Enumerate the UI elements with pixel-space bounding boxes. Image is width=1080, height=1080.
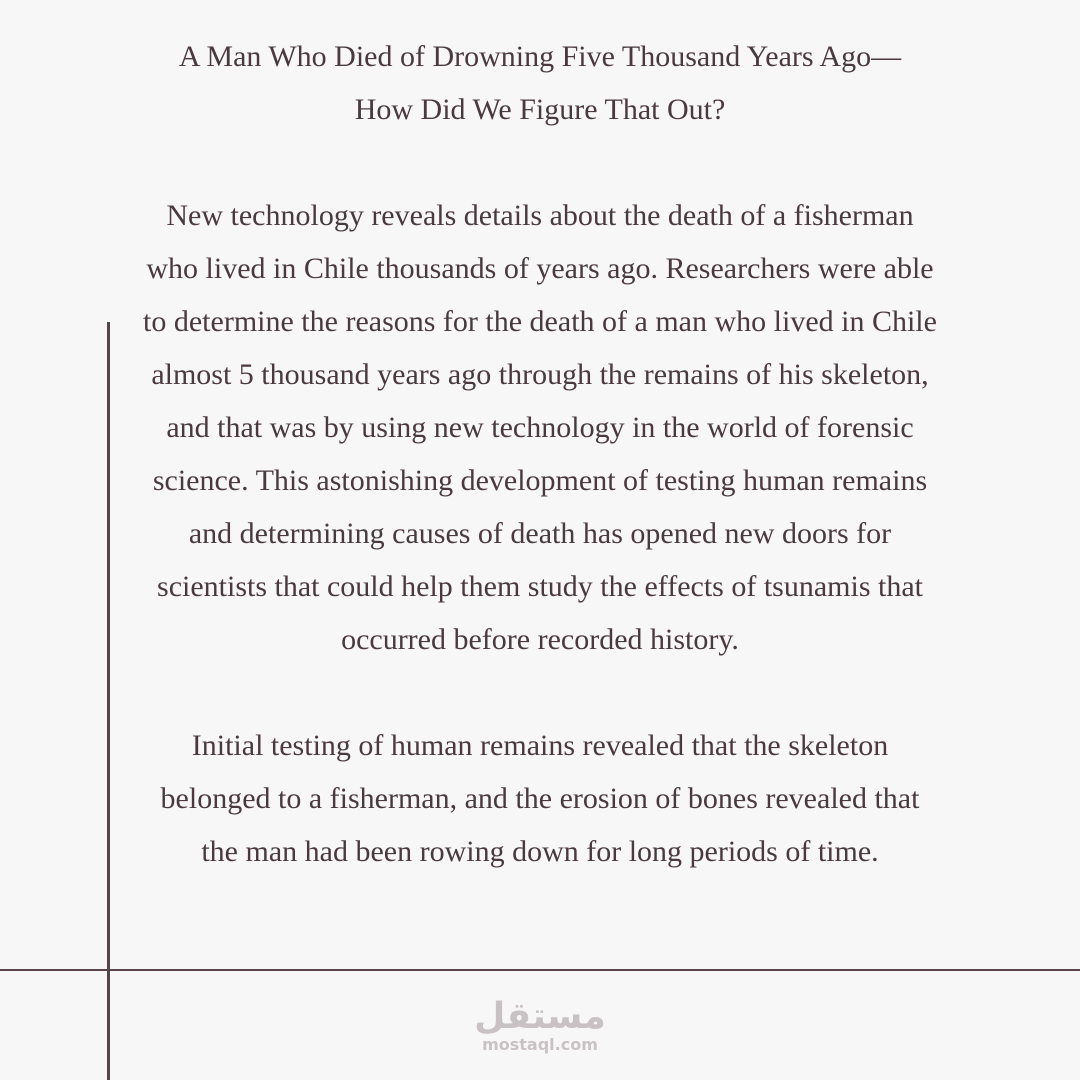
- watermark-arabic-logo: مستقل: [474, 996, 606, 1037]
- article-paragraph-1: New technology reveals details about the death of a fisherman who lived in Chile thousands of years ago. Researchers were able to determine the reasons for the death of a man who lived in Chile almost 5 thousand years ago through the remains of his skeleton, and that was by using new technology in the world of forensic science. This astonishing development of testing human remains and determining causes of death has opened new doors for scientists that could help them study the effects of tsunamis that occurred before recorded history.: [143, 199, 937, 656]
- vertical-divider-line: [107, 322, 110, 1080]
- article-title-line1: A Man Who Died of Drowning Five Thousand Years Ago—: [178, 40, 902, 73]
- article-paragraph-2: Initial testing of human remains revealed that the skeleton belonged to a fisherman, and the erosion of bones revealed that the man had been rowing down for long periods of time.: [160, 729, 920, 868]
- mostaql-watermark: [470, 998, 610, 1054]
- article-title-line2: How Did We Figure That Out?: [354, 93, 726, 126]
- article-title: [140, 30, 940, 136]
- article-body: [140, 30, 940, 878]
- watermark-url: mostaql.com: [482, 1035, 598, 1054]
- horizontal-divider-line: [0, 969, 1080, 971]
